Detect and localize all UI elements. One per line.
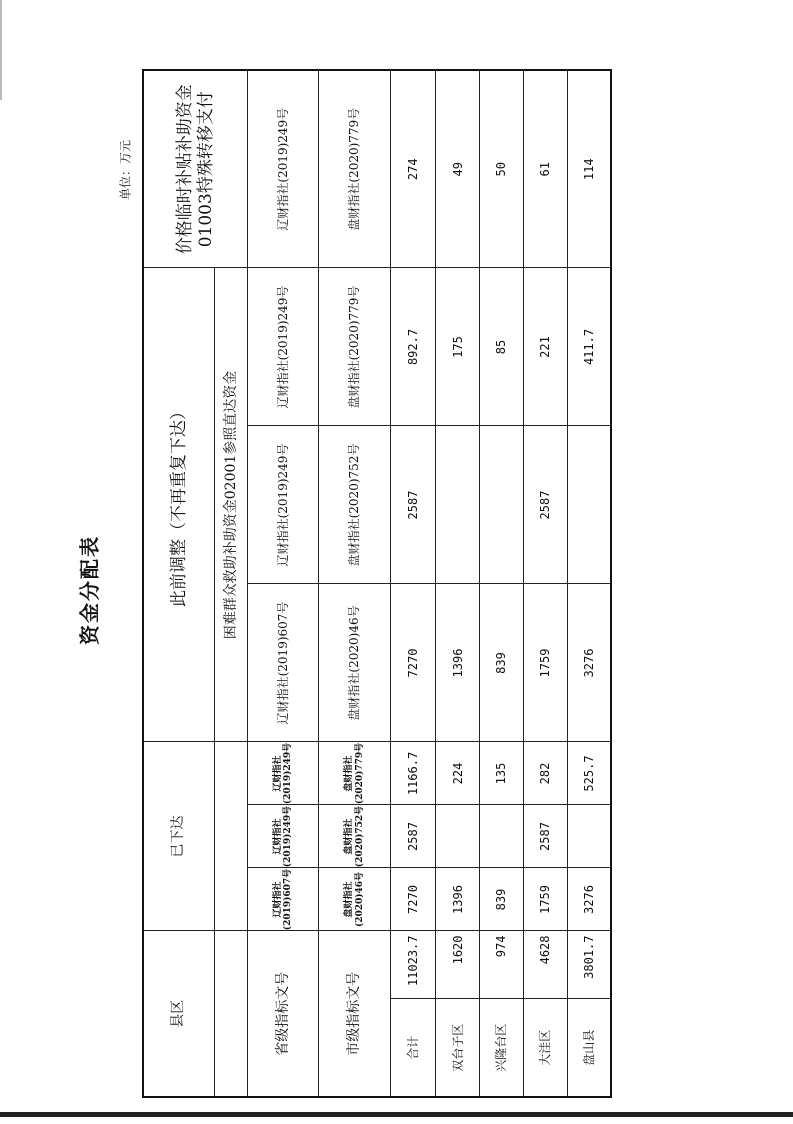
county-name: 盘山县 — [567, 999, 611, 1097]
total-value: 11023.7 — [390, 931, 436, 999]
issued-value: 525.7 — [567, 742, 611, 805]
issued-value: 839 — [480, 868, 524, 931]
adjust-value: 839 — [480, 584, 524, 742]
issued-value: 135 — [480, 742, 524, 805]
county-name: 双台子区 — [436, 999, 480, 1097]
issued-value: 1396 — [436, 868, 480, 931]
adjust-value: 85 — [480, 268, 524, 426]
issued-value — [436, 805, 480, 868]
unit-label: 单位：万元 — [118, 139, 133, 201]
issued-value: 1166.7 — [390, 742, 436, 805]
fund02001-header: 困难群众救助补助资金02001参照直达资金 — [214, 268, 248, 742]
issued-prov-3: 辽财指社(2019)249号 — [248, 742, 319, 805]
special-value: 114 — [567, 70, 611, 268]
special-muni: 盘财指社(2020)779号 — [319, 70, 390, 268]
adjust-value — [436, 426, 480, 584]
adjust-value: 221 — [523, 268, 567, 426]
total-value: 4628 — [523, 931, 567, 999]
adjust-prov-1: 辽财指社(2019)607号 — [248, 584, 319, 742]
allocation-table — [142, 69, 612, 1098]
adjust-muni-1: 盘财指社(2020)46号 — [319, 584, 390, 742]
total-value: 3801.7 — [567, 931, 611, 999]
adjust-value: 1759 — [523, 584, 567, 742]
county-name: 合计 — [390, 999, 436, 1097]
issued-header: 已下达 — [143, 742, 214, 931]
county-header: 县区 — [143, 931, 214, 1097]
adjust-value: 892.7 — [390, 268, 436, 426]
adjust-muni-2: 盘财指社(2020)752号 — [319, 426, 390, 584]
adjust-value: 3276 — [567, 584, 611, 742]
special-value: 49 — [436, 70, 480, 268]
issued-value — [567, 805, 611, 868]
issued-muni-3: 盘财指社(2020)779号 — [319, 742, 390, 805]
adjust-muni-3: 盘财指社(2020)779号 — [319, 268, 390, 426]
table-row — [480, 70, 524, 1097]
issued-prov-2: 辽财指社(2019)249号 — [248, 805, 319, 868]
allocation-table-wrapper — [142, 71, 612, 1098]
table-row — [523, 70, 567, 1097]
county-name: 兴隆台区 — [480, 999, 524, 1097]
issued-value: 1759 — [523, 868, 567, 931]
special-prov: 辽财指社(2019)249号 — [248, 70, 319, 268]
adjust-prov-3: 辽财指社(2019)249号 — [248, 268, 319, 426]
table-row — [436, 70, 480, 1097]
page-title: 资金分配表 — [77, 535, 102, 645]
adjust-value: 7270 — [390, 584, 436, 742]
adjust-value: 1396 — [436, 584, 480, 742]
table-row — [567, 70, 611, 1097]
issued-prov-1: 辽财指社(2019)607号 — [248, 868, 319, 931]
scan-edge — [0, 0, 2, 100]
total-value: 974 — [480, 931, 524, 999]
special-value: 274 — [390, 70, 436, 268]
municipal-doc-header: 市级指标文号 — [319, 931, 390, 1097]
issued-value — [480, 805, 524, 868]
table-row — [390, 70, 436, 1097]
issued-muni-2: 盘财指社(2020)752号 — [319, 805, 390, 868]
issued-value: 7270 — [390, 868, 436, 931]
adjust-value: 2587 — [523, 426, 567, 584]
issued-value: 3276 — [567, 868, 611, 931]
county-name: 大洼区 — [523, 999, 567, 1097]
spacer-cell — [214, 742, 248, 931]
total-value: 1620 — [436, 931, 480, 999]
adjust-value: 411.7 — [567, 268, 611, 426]
issued-muni-1: 盘财指社(2020)46号 — [319, 868, 390, 931]
adjust-value — [480, 426, 524, 584]
issued-value: 2587 — [390, 805, 436, 868]
scan-edge-bottom — [0, 1112, 793, 1117]
adjust-value: 2587 — [390, 426, 436, 584]
adjust-value: 175 — [436, 268, 480, 426]
special-value: 50 — [480, 70, 524, 268]
issued-value: 224 — [436, 742, 480, 805]
fund01003-header: 价格临时补贴补助资金01003特殊转移支付 — [143, 70, 248, 268]
adjust-prov-2: 辽财指社(2019)249号 — [248, 426, 319, 584]
special-value: 61 — [523, 70, 567, 268]
issued-value: 282 — [523, 742, 567, 805]
issued-value: 2587 — [523, 805, 567, 868]
spacer-cell — [214, 931, 248, 1097]
provincial-doc-header: 省级指标文号 — [248, 931, 319, 1097]
adjust-value — [567, 426, 611, 584]
adjust-header: 此前调整（不再重复下达） — [143, 268, 214, 742]
